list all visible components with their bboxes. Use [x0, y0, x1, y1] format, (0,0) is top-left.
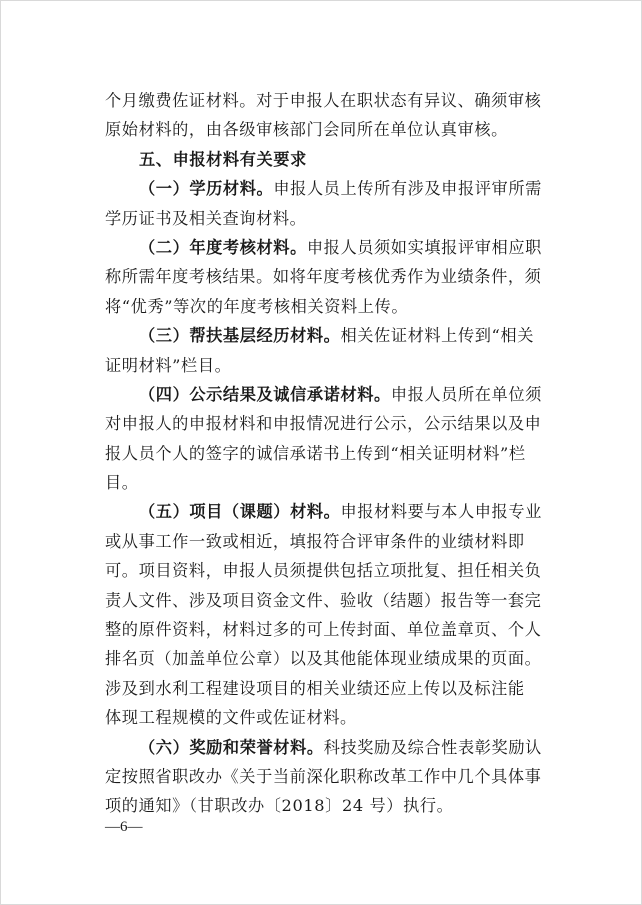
text-line: 整的原件资料，材料过多的可上传封面、单位盖章页、个人 — [105, 620, 542, 640]
text-line: 项的通知》（甘职改办〔2018〕24 号）执行。 — [105, 796, 454, 816]
text-span: 申报人员须如实填报评审相应职 — [306, 237, 542, 257]
text-line: 个月缴费佐证材料。对于申报人在职状态有异议、确须审核 — [105, 91, 542, 110]
text-line: 责人文件、涉及项目资金文件、验收（结题）报告等一套完 — [105, 590, 542, 610]
paragraph-heading: （二）年度考核材料。 — [139, 237, 307, 257]
paragraph-heading: （一）学历材料。 — [139, 179, 274, 199]
paragraph-heading: （五）项目（课题）材料。 — [139, 502, 341, 522]
section-heading: 五、申报材料有关要求 — [139, 149, 307, 169]
paragraph-start — [105, 233, 543, 262]
text-line: 证明材料”栏目。 — [105, 355, 232, 375]
paragraph-start — [105, 733, 543, 762]
paragraph-start — [105, 174, 543, 203]
document-body — [105, 86, 543, 821]
paragraph-heading: （六）奖励和荣誉材料。 — [139, 737, 324, 757]
text-line: 原始材料的，由各级审核部门会同所在单位认真审核。 — [105, 120, 508, 140]
text-line: 目。 — [105, 473, 139, 493]
text-span: 科技奖励及综合性表彰奖励认 — [323, 737, 542, 757]
text-line: 涉及到水利工程建设项目的相关业绩还应上传以及标注能 — [105, 678, 525, 698]
text-line: 报人员个人的签字的诚信承诺书上传到“相关证明材料”栏 — [105, 443, 526, 463]
text-span: 申报人员所在单位须 — [390, 384, 542, 404]
paragraph-heading: （四）公示结果及诚信承诺材料。 — [139, 384, 391, 404]
page-number: —6— — [105, 819, 143, 835]
text-line: 将“优秀”等次的年度考核相关资料上传。 — [105, 296, 409, 316]
paragraph-start — [105, 321, 543, 350]
text-span: 相关佐证材料上传到“相关 — [340, 326, 534, 346]
text-line: 学历证书及相关查询材料。 — [105, 208, 307, 228]
paragraph-heading: （三）帮扶基层经历材料。 — [139, 326, 341, 346]
paragraph-start — [105, 497, 543, 526]
paragraph-start — [105, 380, 543, 409]
text-line: 体现工程规模的文件或佐证材料。 — [105, 708, 357, 728]
text-line: 对申报人的申报材料和申报情况进行公示，公示结果以及申 — [105, 414, 542, 434]
text-line: 或从事工作一致或相近，填报符合评审条件的业绩材料即 — [105, 531, 525, 551]
text-line: 可。项目资料，申报人员须提供包括立项批复、担任相关负 — [105, 561, 542, 581]
text-span: 申报人员上传所有涉及申报评审所需 — [273, 179, 542, 199]
text-span: 申报材料要与本人申报专业 — [340, 502, 542, 522]
text-line: 排名页（加盖单位公章）以及其他能体现业绩成果的页面。 — [105, 649, 542, 669]
text-line: 定按照省职改办《关于当前深化职称改革工作中几个具体事 — [105, 766, 542, 786]
text-line: 称所需年度考核结果。如将年度考核优秀作为业绩条件，须 — [105, 267, 542, 287]
